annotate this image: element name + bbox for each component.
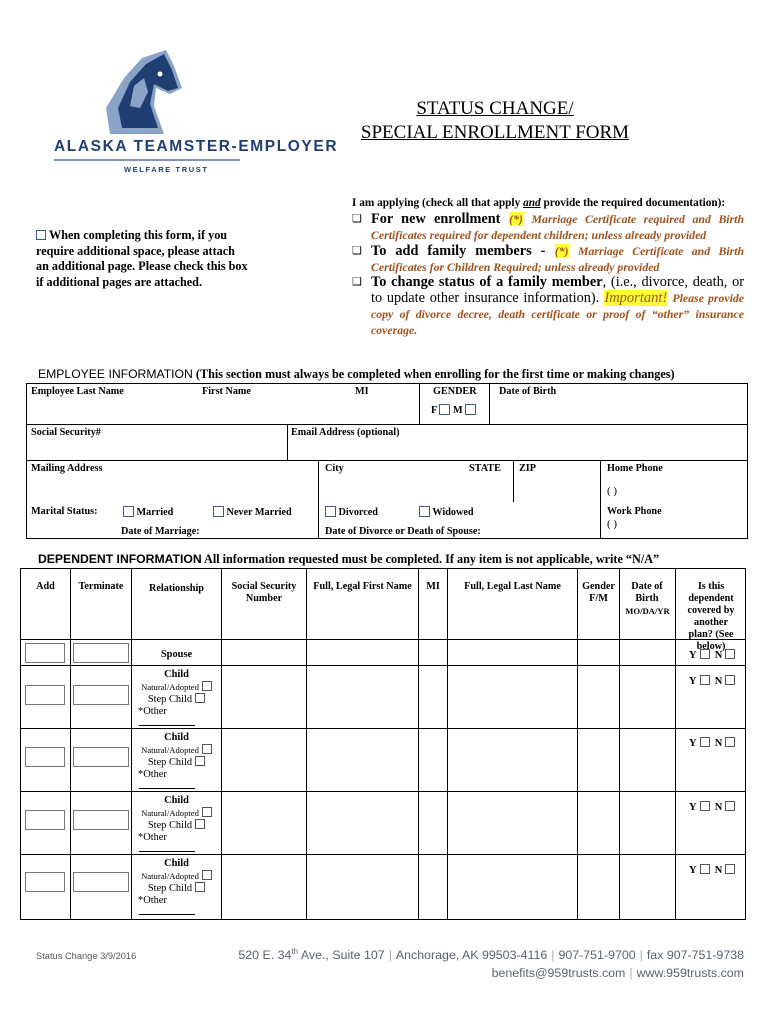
work-phone-label: Work Phone [607,506,662,517]
child4-terminate-box[interactable] [73,872,129,892]
form-title-line2: SPECIAL ENROLLMENT FORM [360,122,630,143]
option-checkbox-change-status[interactable]: ❑ [352,276,362,288]
additional-pages-note: When completing this form, if you require additional space, please attach an additional page. Please check this box if additional pages are attached. [36,228,248,289]
option-add-family: ❑ To add family members - (*) Marriage Certificate and Birth Certificates for Children Required; unless already provided [352,243,745,274]
child3-add-box[interactable] [25,810,65,830]
child3-covered-yn[interactable]: Y N [689,801,735,813]
never-married-option[interactable]: Never Married [213,506,292,518]
dependent-info-table [20,568,746,920]
form-title-line1: STATUS CHANGE/ [416,98,574,119]
phone: 907-751-9700 [558,948,636,963]
employee-section-title: EMPLOYEE INFORMATION (This section must always be completed when enrolling for the first time or making changes) [38,367,675,381]
spouse-label: Spouse [160,649,193,660]
divorced-option[interactable]: Divorced [325,506,378,518]
state-label: STATE [469,463,501,474]
add-header: Add [36,581,55,592]
child2-covered-yn[interactable]: Y N [689,737,735,749]
option-change-status: ❑ To change status of a family member, (i.e., divorce, death, or to update other insurance information). Important! Please provide copy of divorce decree, death certificate or proof of “other” insurance coverage. [352,274,745,337]
employee-info-table [26,383,748,539]
logo-divider [54,159,240,161]
married-option[interactable]: Married [123,506,173,518]
gender-label: GENDER [433,386,477,397]
child3-terminate-box[interactable] [73,810,129,830]
logo-title: ALASKA TEAMSTER-EMPLOYER [54,138,339,155]
gender-m-checkbox[interactable] [465,404,476,415]
child2-add-box[interactable] [25,747,65,767]
dep-dob-format: MO/DA/YR [625,606,670,616]
relationship-header: Relationship [149,583,204,594]
ssn-label: Social Security# [31,427,101,438]
mi-label: MI [355,386,369,397]
mailing-address-label: Mailing Address [31,463,103,474]
additional-pages-checkbox[interactable] [36,230,46,240]
form-version: Status Change 3/9/2016 [36,951,137,961]
dep-gender-header: Gender F/M [582,581,615,604]
gender-options: F M [431,404,476,416]
logo-subtitle: WELFARE TRUST [124,165,209,174]
dep-first-name-header: Full, Legal First Name [313,581,412,592]
child4-relationship: Child Natural/Adopted Step Child *Other [132,858,221,907]
employee-last-name-label: Employee Last Name [31,386,124,397]
child1-add-box[interactable] [25,685,65,705]
email-link[interactable]: benefits@959trusts.com [491,966,626,981]
child3-relationship: Child Natural/Adopted Step Child *Other [132,795,221,844]
horse-head-icon [104,48,184,136]
spouse-terminate-box[interactable] [73,643,129,663]
dep-dob-header: Date of Birth [631,581,663,604]
trust-logo [40,48,339,183]
option-checkbox-new-enrollment[interactable]: ❑ [352,213,362,225]
date-of-divorce-label: Date of Divorce or Death of Spouse: [325,526,481,537]
first-name-label: First Name [202,386,251,397]
child1-covered-yn[interactable]: Y N [689,675,735,687]
dep-last-name-header: Full, Legal Last Name [464,581,561,592]
website-link[interactable]: www.959trusts.com [636,966,744,981]
city-state-zip: Anchorage, AK 99503-4116 [395,948,548,963]
spouse-add-box[interactable] [25,643,65,663]
applying-instructions: I am applying (check all that apply and provide the required documentation): [352,197,726,209]
work-phone-field[interactable]: ( ) [607,518,618,530]
home-phone-field[interactable]: ( ) [607,485,618,497]
home-phone-label: Home Phone [607,463,663,474]
widowed-option[interactable]: Widowed [419,506,474,518]
date-of-marriage-label: Date of Marriage: [121,526,200,537]
zip-label: ZIP [519,463,536,474]
email-label: Email Address (optional) [291,427,400,438]
child2-terminate-box[interactable] [73,747,129,767]
child4-add-box[interactable] [25,872,65,892]
contact-footer: 520 E. 34th Ave., Suite 107 | Anchorage, AK 99503-4116 | 907-751-9700 | fax 907-751-9738 benefits@959trusts.com | www.959trusts.com [238,947,744,981]
gender-f-checkbox[interactable] [439,404,450,415]
dob-label: Date of Birth [499,386,557,397]
address: 520 E. 34th Ave., Suite 107 [238,947,385,963]
child2-relationship: Child Natural/Adopted Step Child *Other [132,732,221,781]
option-new-enrollment: ❑ For new enrollment (*) Marriage Certificate required and Birth Certificates required for dependent children; unless already provided [352,211,745,242]
child1-terminate-box[interactable] [73,685,129,705]
dep-ssn-header: Social Security Number [231,581,297,604]
child1-relationship: Child Natural/Adopted Step Child *Other [132,669,221,718]
terminate-header: Terminate [78,581,124,592]
city-label: City [325,463,344,474]
dep-covered-header: Is this dependent covered by another plan? (See below) [687,581,735,652]
option-checkbox-add-family[interactable]: ❑ [352,245,362,257]
marital-status-label: Marital Status: [31,506,98,517]
spouse-covered-yn[interactable]: Y N [689,649,735,661]
child4-covered-yn[interactable]: Y N [689,864,735,876]
dep-mi-header: MI [426,581,440,592]
fax: fax 907-751-9738 [646,948,744,963]
dependent-section-title: DEPENDENT INFORMATION All information requested must be completed. If any item is not applicable, write “N/A” [38,552,660,566]
